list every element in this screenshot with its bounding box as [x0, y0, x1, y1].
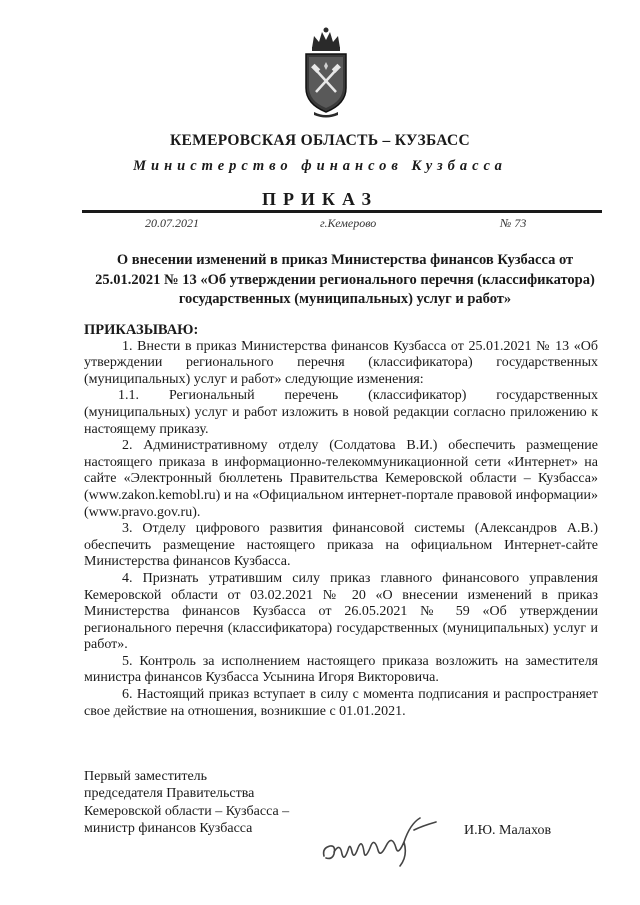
handwritten-signature [320, 812, 446, 870]
ministry-title: Министерство финансов Кузбасса [133, 158, 507, 174]
order-paragraph-4: 4. Признать утратившим силу приказ главного финансового управления Кемеровской области от 03.02.2021 № 20 «О внесении изменений в приказ Министерства финансов Кузбасса от 26.05.2021 № 59 «Об утверждении регионального перечня (классификатора) государственных (муниципальных) услуг и работ». [84, 570, 598, 653]
signatory-position-line: председателя Правительства [84, 786, 255, 802]
coat-of-arms-emblem [300, 26, 352, 120]
order-paragraph-1-1: 1.1. Региональный перечень (классификатор) государственных (муниципальных) услуг и работ изложить в новой редакции согласно приложению к настоящему приказу. [84, 388, 598, 437]
directive-heading: ПРИКАЗЫВАЮ: [84, 322, 199, 338]
document-type-title: ПРИКАЗ [261, 189, 379, 209]
order-date: 20.07.2021 [145, 216, 199, 230]
header-divider [82, 210, 602, 213]
order-body [84, 322, 598, 720]
order-paragraph-3: 3. Отделу цифрового развития финансовой системы (Александров А.В.) обеспечить размещение настоящего приказа на официальном Интернет-сайте Министерства финансов Кузбасса. [84, 521, 598, 570]
order-paragraph-2: 2. Административному отделу (Солдатова В.И.) обеспечить размещение настоящего приказа в информационно-телекоммуникационной сети «Интернет» на сайте «Электронный бюллетень Правительства Кемеровской области – Кузбасса» (www.zakon.kemobl.ru) и на «Официальном интернет-портале правовой информации» (www.pravo.gov.ru). [84, 438, 598, 520]
signatory-name: И.Ю. Малахов [464, 823, 552, 838]
signatory-position [84, 768, 344, 837]
signatory-position-line: министр финансов Кузбасса [84, 820, 253, 836]
order-city: г.Кемерово [320, 216, 377, 230]
order-number: № 73 [500, 216, 527, 230]
signatory-position-line: Кемеровской области – Кузбасса – [84, 803, 290, 819]
order-paragraph-6: 6. Настоящий приказ вступает в силу с момента подписания и распространяет свое действие на отношения, возникшие с 01.01.2021. [84, 687, 598, 719]
signatory-position-line: Первый заместитель [84, 769, 208, 784]
order-subject: О внесении изменений в приказ Министерства финансов Кузбасса от 25.01.2021 № 13 «Об утверждении регионального перечня (классификатора) государственных (муниципальных) услуг и работ» [95, 252, 595, 307]
order-paragraph-1: 1. Внести в приказ Министерства финансов Кузбасса от 25.01.2021 № 13 «Об утверждении регионального перечня (классификатора) государственных (муниципальных) услуг и работ» следующие изменения: [84, 338, 598, 387]
order-paragraph-5: 5. Контроль за исполнением настоящего приказа возложить на заместителя министра финансов Кузбасса Усынина Игоря Викторовича. [84, 653, 598, 686]
region-title: КЕМЕРОВСКАЯ ОБЛАСТЬ – КУЗБАСС [169, 132, 470, 149]
